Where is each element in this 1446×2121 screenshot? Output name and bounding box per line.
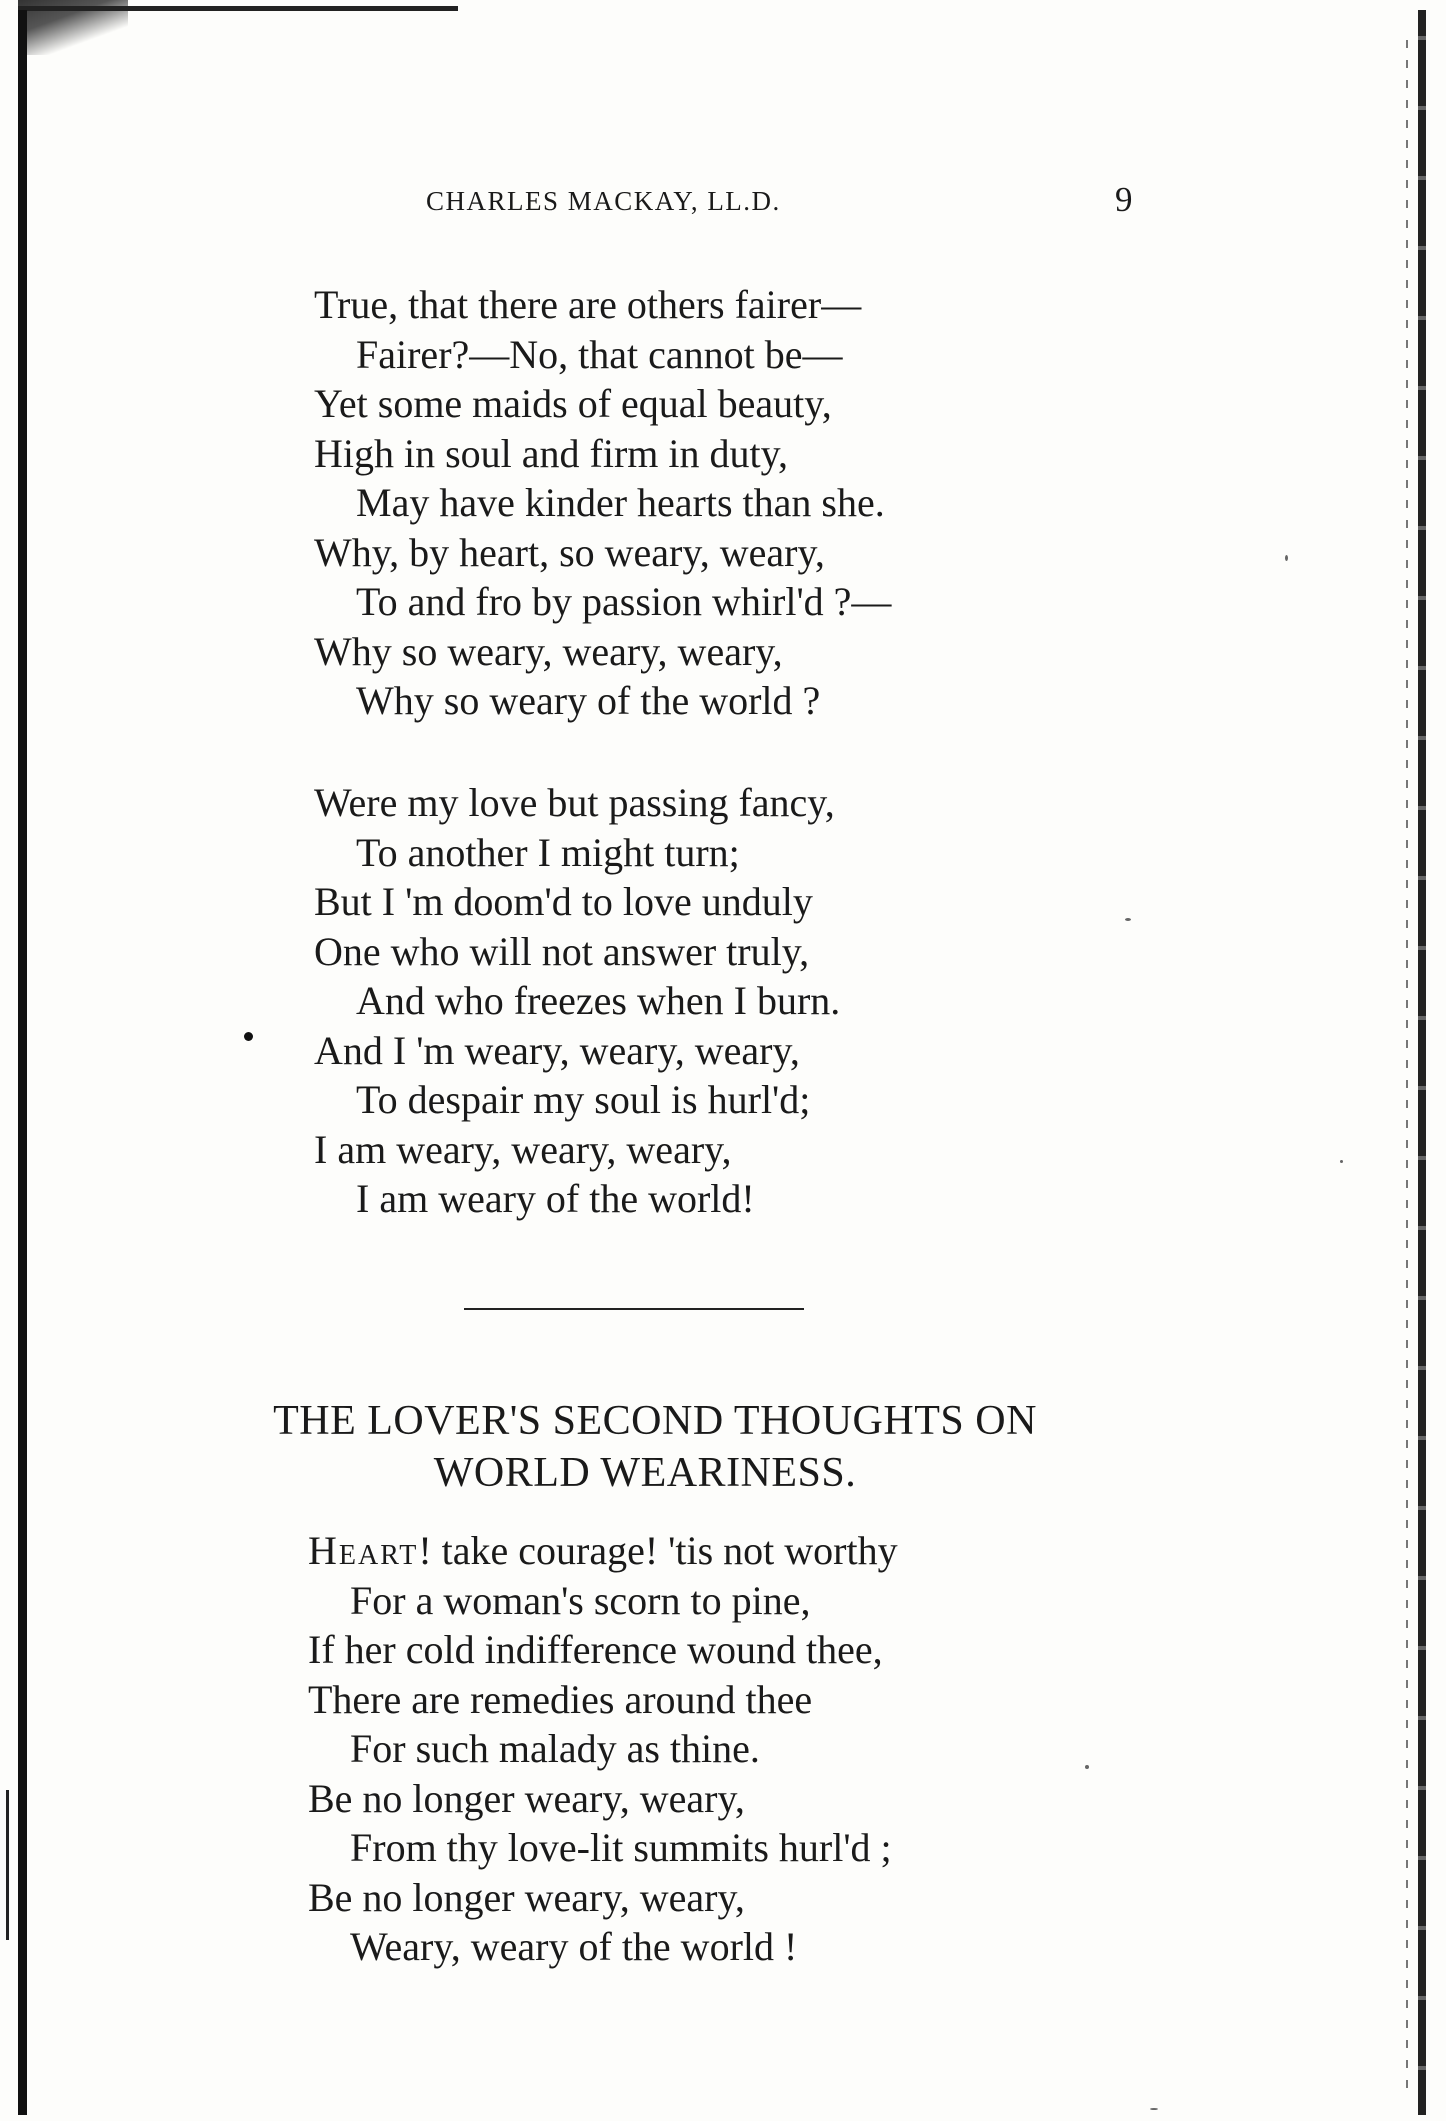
poem-title-line-2: WORLD WEARINESS. [433,1450,857,1496]
scan-left-edge [18,10,27,2115]
poem-line: For such malady as thine. [350,1726,760,1771]
scan-top-edge [18,6,458,11]
poem-line: Fairer?—No, that cannot be— [356,331,843,377]
poem-line: To and fro by passion whirl'd ?— [356,579,892,624]
poem-line: To another I might turn; [356,829,740,875]
poem-line: And who freezes when I burn. [356,978,841,1023]
poem-line: Why so weary, weary, weary, [314,628,783,674]
opening-line-rest: ! take courage! 'tis not worthy [418,1528,898,1573]
running-head-title: CHARLES MACKAY, LL.D. [426,186,781,216]
poem-line: For a woman's scorn to pine, [350,1577,811,1623]
scan-left-edge-mark [6,1790,9,1940]
poem-line: Be no longer weary, weary, [308,1874,745,1920]
scan-right-edge [1418,10,1426,2115]
poem-line: Were my love but passing fancy, [314,780,835,825]
poem-line: There are remedies around thee [308,1676,813,1722]
running-head [200,180,1160,226]
poem-line: True, that there are others fairer— [314,282,862,327]
poem-title-line-1: THE LOVER'S SECOND THOUGHTS ON [273,1398,1037,1444]
poem-line: I am weary, weary, weary, [314,1126,732,1172]
poem-line: Why so weary of the world ? [356,678,821,723]
stanza-2 [314,778,1114,1224]
poem-line: High in soul and firm in duty, [314,430,789,476]
scan-speck [1340,1160,1343,1163]
scan-speck [1285,555,1288,561]
poem-line: To despair my soul is hurl'd; [356,1077,811,1122]
poem-line: Why, by heart, so weary, weary, [314,529,825,575]
poem-line [308,1526,1108,1576]
poem-line: From thy love-lit summits hurl'd ; [350,1825,892,1870]
poem-line: Yet some maids of equal beauty, [314,381,832,426]
page-number: 9 [1115,180,1133,219]
margin-dot-mark [244,1032,253,1041]
poem-line: I am weary of the world! [356,1176,755,1221]
poem-line: May have kinder hearts than she. [356,480,885,525]
poem-line: Be no longer weary, weary, [308,1775,745,1821]
scan-speck [1125,918,1131,921]
stanza-1 [314,280,1114,726]
poem-line: And I 'm weary, weary, weary, [314,1027,800,1073]
scan-right-edge-inner [1406,40,1408,2100]
scan-speck [1085,1765,1089,1769]
scan-speck [1150,2108,1158,2110]
section-divider-rule [464,1308,804,1310]
opening-word: Heart [308,1528,419,1573]
poem-line: If her cold indifference wound thee, [308,1627,883,1672]
poem-line: One who will not answer truly, [314,928,810,974]
poem-line: But I 'm doom'd to love unduly [314,879,813,924]
stanza-3 [308,1526,1108,1972]
poem-line: Weary, weary of the world ! [350,1924,798,1969]
poem-title [190,1395,1110,1499]
